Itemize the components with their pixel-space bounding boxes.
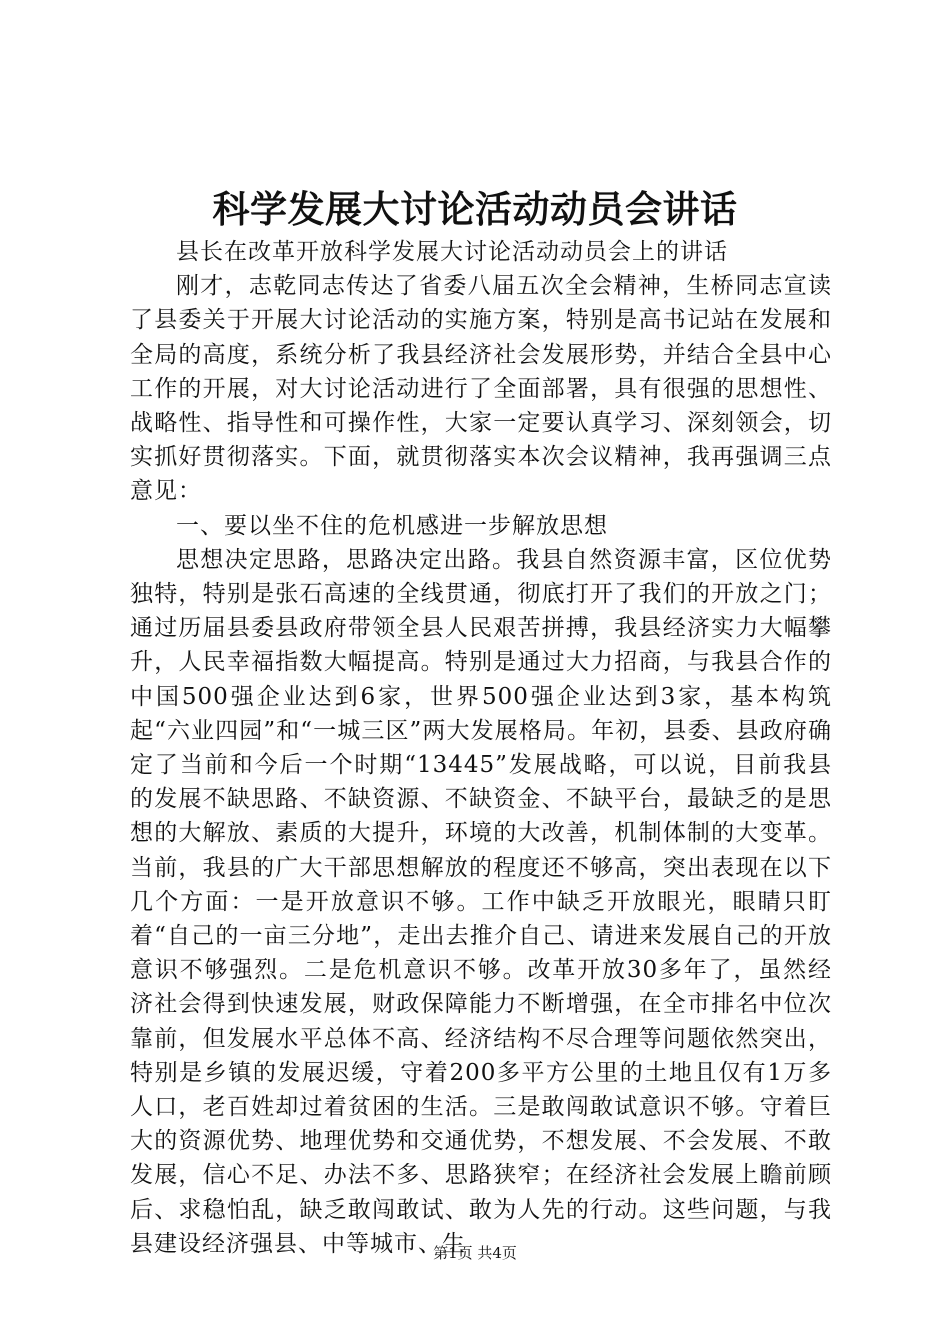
document-body	[130, 235, 832, 1261]
page-footer: 第1页 共4页	[433, 1244, 517, 1262]
subtitle-paragraph: 县长在改革开放科学发展大讨论活动动员会上的讲话	[176, 239, 728, 265]
section-heading: 一、要以坐不住的危机感进一步解放思想	[176, 512, 608, 539]
body-paragraph: 刚才，志乾同志传达了省委八届五次全会精神，生桥同志宣读了县委关于开展大讨论活动的实施方案，特别是高书记站在发展和全局的高度，系统分析了我县经济社会发展形势，并结合全县中心工作的开展，对大讨论活动进行了全面部署，具有很强的思想性、战略性、指导性和可操作性，大家一定要认真学习、深刻领会，切实抓好贯彻落实。下面，就贯彻落实本次会议精神，我再强调三点意见：	[130, 273, 832, 505]
body-paragraph: 思想决定思路，思路决定出路。我县自然资源丰富，区位优势独特，特别是张石高速的全线贯通，彻底打开了我们的开放之门；通过历届县委县政府带领全县人民艰苦拼搏，我县经济实力大幅攀升，人民幸福指数大幅提高。特别是通过大力招商，与我县合作的中国500强企业达到6家，世界500强企业达到3家，基本构筑起“六业四园”和“一城三区”两大发展格局。年初，县委、县政府确定了当前和今后一个时期“13445”发展战略，可以说，目前我县的发展不缺思路、不缺资源、不缺资金、不缺平台，最缺乏的是思想的大解放、素质的大提升，环境的大改善，机制体制的大变革。当前，我县的广大干部思想解放的程度还不够高，突出表现在以下几个方面：一是开放意识不够。工作中缺乏开放眼光，眼睛只盯着“自己的一亩三分地”，走出去推介自己、请进来发展自己的开放意识不够强烈。二是危机意识不够。改革开放30多年了，虽然经济社会得到快速发展，财政保障能力不断增强，在全市排名中位次靠前，但发展水平总体不高、经济结构不尽合理等问题依然突出，特别是乡镇的发展迟缓，守着200多平方公里的土地且仅有1万多人口，老百姓却过着贫困的生活。三是敢闯敢试意识不够。守着巨大的资源优势、地理优势和交通优势，不想发展、不会发展、不敢发展，信心不足、办法不多、思路狭窄；在经济社会发展上瞻前顾后、求稳怕乱，缺乏敢闯敢试、敢为人先的行动。这些问题，与我县建设经济强县、中等城市、生	[130, 546, 832, 1257]
document-title: 科学发展大讨论活动动员会讲话	[212, 187, 738, 231]
